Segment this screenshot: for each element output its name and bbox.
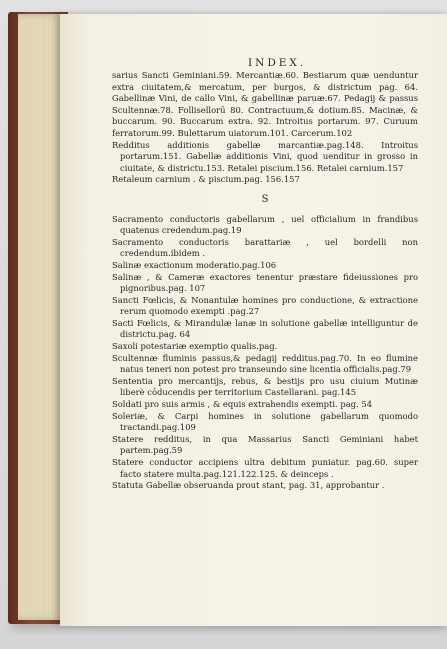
index-entry: Statuta Gabellæ obseruanda prout stant, pag. 31, approbantur . (112, 480, 385, 491)
page-edges (18, 14, 64, 620)
index-entry: Sententia pro mercantijs, rebus, & bestijs pro usu ciuium Mutinæ liberè cōducendis per territorium Castellarani. pag.145 (112, 375, 418, 398)
index-entry: Sancti Fœlicis, & Nonantulæ homines pro conductione, & extractione rerum quomodo exempti .pag.27 (112, 294, 418, 317)
index-entry: Sacti Fœlicis, & Mirandulæ lanæ in solutione gabellæ intelliguntur de districtu.pag. 64 (112, 317, 418, 340)
section-letter: S (261, 193, 269, 205)
index-entry: Soldati pro suis armis , & equis extrahendis exempti. pag. 54 (112, 399, 373, 410)
index-entry: Sacramento conductoris barattariæ , uel bordelli non credendum.ibidem . (112, 236, 418, 259)
index-entry: Statere redditus, in qua Massarius Sancti Geminiani habet partem.pag.59 (112, 433, 418, 456)
index-entry: Scultennæ fluminis passus,& pedagij redditus.pag.70. In eo flumine natus teneri non potest pro transeundo sine licentia officialis.pag.79 (112, 352, 418, 375)
index-entry: Retaleum carnium . & piscium.pag. 156.157 (112, 174, 300, 185)
page-header: INDEX. (248, 57, 307, 69)
index-entry: Sacramento conductoris gabellarum , uel officialium in frandibus quatenus credendum.pag.19 (112, 213, 418, 236)
index-text (112, 70, 418, 492)
index-entry: Salinæ exactionum moderatio.pag.106 (112, 259, 277, 270)
index-entry: sarius Sancti Geminiani.59. Mercantiæ.60. Bestiarum quæ uenduntur extra ciuitatem,& mercatum, per burgos, & districtum pag. 64. Gabellinæ Vini, de callo Vini, & gabellinæ paruæ.67. Pedagij & passus Scultennæ.78. Follisellorū 80. Contractuum,& dotium.85. Macinæ, & buccarum. 90. Buccarum extra. 92. Introitus portarum. 97. Curuum ferratorum.99. Bulettarum uiatorum.101. Carcerum.102 (112, 70, 418, 138)
index-entry: Soleriæ, & Carpi homines in solutione gabellarum quomodo tractandi.pag.109 (112, 410, 418, 433)
index-entry: Saxoli potestariæ exemptio qualis.pag. (112, 341, 278, 352)
index-entry: Statere conductor accipiens ultra debitum puniatur. pag.60. super facto statere multa.pag.121.122.125. & deinceps . (112, 457, 418, 479)
index-entry: Redditus additionis gabellæ marcantiæ.pag.148. Introitus portarum.151. Gabellæ additionis Vini, quod uenditur in grosso in ciuitate, & districtu.153. Retalei piscium.156. Retalei carnium.157 (112, 139, 418, 173)
index-entry: Salinæ , & Cameræ exactores tenentur præstare fideiussiones pro pignoribus.pag. 107 (112, 271, 418, 294)
